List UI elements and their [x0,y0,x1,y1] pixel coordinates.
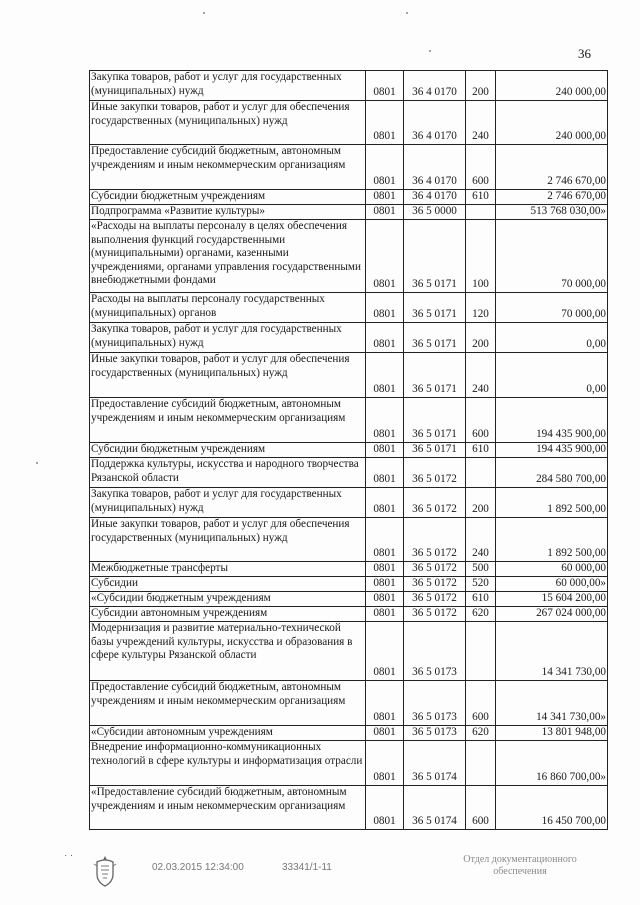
table-row [90,622,608,681]
row-amount: 14 341 730,00» [496,681,608,726]
row-target: 36 5 0172 [404,562,466,577]
table-row [90,205,608,220]
row-section: 0801 [366,562,404,577]
row-section: 0801 [366,786,404,830]
row-name: Закупка товаров, работ и услуг для государственных (муниципальных) нужд [90,323,366,353]
table-row [90,398,608,443]
footer-department-stamp [440,854,600,878]
row-type [466,622,496,681]
row-amount: 513 768 030,00» [496,205,608,220]
row-name: Внедрение информационно-коммуникационных технологий в сфере культуры и информатизация отрасли [90,741,366,786]
row-target: 36 5 0174 [404,786,466,830]
row-target: 36 5 0173 [404,622,466,681]
row-amount: 240 000,00 [496,71,608,101]
row-name: Межбюджетные трансферты [90,562,366,577]
row-name: Поддержка культуры, искусства и народного творчества Рязанской области [90,458,366,488]
table-row [90,145,608,190]
row-name: Расходы на выплаты персоналу государственных (муниципальных) органов [90,293,366,323]
row-section: 0801 [366,101,404,145]
footer-date: 02.03.2015 12:34:00 [152,862,244,873]
row-section: 0801 [366,607,404,622]
scan-mark: ˙ ˙ [64,854,74,865]
row-type: 120 [466,293,496,323]
row-target: 36 4 0170 [404,101,466,145]
row-amount: 240 000,00 [496,101,608,145]
table-row [90,607,608,622]
scan-speck [203,12,205,14]
row-type [466,741,496,786]
row-target: 36 5 0172 [404,458,466,488]
row-name: «Субсидии бюджетным учреждениям [90,592,366,607]
row-section: 0801 [366,622,404,681]
row-amount: 70 000,00 [496,220,608,293]
row-target: 36 5 0171 [404,323,466,353]
footer-document-code: 33341/1-11 [282,862,332,873]
row-section: 0801 [366,488,404,518]
row-target: 36 5 0172 [404,518,466,562]
row-section: 0801 [366,323,404,353]
row-target: 36 4 0170 [404,71,466,101]
row-section: 0801 [366,205,404,220]
table-row [90,518,608,562]
row-target: 36 5 0171 [404,443,466,458]
row-type [466,205,496,220]
table-row [90,220,608,293]
row-type: 610 [466,592,496,607]
row-name: Иные закупки товаров, работ и услуг для обеспечения государственных (муниципальных) нужд [90,353,366,398]
row-target: 36 5 0171 [404,398,466,443]
footer-dept-line2: обеспечения [493,866,547,877]
row-name: «Субсидии автономным учреждениям [90,726,366,741]
row-type: 620 [466,726,496,741]
table-row [90,726,608,741]
row-name: «Расходы на выплаты персоналу в целях обеспечения выполнения функций государственными (муниципальными) органами, казенными учреждениями, органами управления государственными внебюджетными фондами [90,220,366,293]
row-name: «Предоставление субсидий бюджетным, автономным учреждениям и иным некоммерческим организациям [90,786,366,830]
table-row [90,101,608,145]
row-target: 36 5 0171 [404,220,466,293]
row-amount: 70 000,00 [496,293,608,323]
row-type [466,458,496,488]
row-section: 0801 [366,458,404,488]
row-amount: 0,00 [496,353,608,398]
row-name: Субсидии бюджетным учреждениям [90,443,366,458]
row-amount: 60 000,00 [496,562,608,577]
row-name: Субсидии бюджетным учреждениям [90,190,366,205]
row-target: 36 4 0170 [404,145,466,190]
row-amount: 194 435 900,00 [496,398,608,443]
row-type: 520 [466,577,496,592]
table-row [90,681,608,726]
row-amount: 2 746 670,00 [496,145,608,190]
footer-dept-line1: Отдел документационного [463,854,577,865]
row-section: 0801 [366,220,404,293]
row-amount: 13 801 948,00 [496,726,608,741]
row-name: Предоставление субсидий бюджетным, автономным учреждениям и иным некоммерческим организациям [90,145,366,190]
row-target: 36 5 0174 [404,741,466,786]
row-section: 0801 [366,592,404,607]
row-name: Иные закупки товаров, работ и услуг для обеспечения государственных (муниципальных) нужд [90,518,366,562]
scan-speck [429,50,431,52]
row-type: 240 [466,353,496,398]
row-type: 600 [466,145,496,190]
row-target: 36 4 0170 [404,190,466,205]
row-type: 200 [466,488,496,518]
row-type: 600 [466,681,496,726]
row-type: 610 [466,190,496,205]
row-amount: 284 580 700,00 [496,458,608,488]
row-amount: 0,00 [496,323,608,353]
row-name: Субсидии автономным учреждениям [90,607,366,622]
row-type: 240 [466,518,496,562]
table-row [90,71,608,101]
row-name: Предоставление субсидий бюджетным, автономным учреждениям и иным некоммерческим организациям [90,398,366,443]
table-row [90,577,608,592]
scan-speck [406,12,408,14]
row-target: 36 5 0171 [404,293,466,323]
table-row [90,190,608,205]
row-section: 0801 [366,71,404,101]
row-name: Закупка товаров, работ и услуг для государственных (муниципальных) нужд [90,488,366,518]
row-amount: 16 860 700,00» [496,741,608,786]
row-target: 36 5 0172 [404,488,466,518]
table-row [90,353,608,398]
row-target: 36 5 0171 [404,353,466,398]
row-amount: 2 746 670,00 [496,190,608,205]
row-amount: 14 341 730,00 [496,622,608,681]
row-name: Иные закупки товаров, работ и услуг для обеспечения государственных (муниципальных) нужд [90,101,366,145]
row-section: 0801 [366,398,404,443]
row-section: 0801 [366,443,404,458]
row-name: Закупка товаров, работ и услуг для государственных (муниципальных) нужд [90,71,366,101]
row-section: 0801 [366,726,404,741]
row-type: 620 [466,607,496,622]
table-row [90,443,608,458]
table-row [90,488,608,518]
row-amount: 1 892 500,00 [496,518,608,562]
row-type: 610 [466,443,496,458]
table-row [90,293,608,323]
row-amount: 267 024 000,00 [496,607,608,622]
row-target: 36 5 0172 [404,607,466,622]
page-number: 36 [578,46,591,61]
row-section: 0801 [366,293,404,323]
row-target: 36 5 0000 [404,205,466,220]
row-target: 36 5 0172 [404,577,466,592]
row-section: 0801 [366,190,404,205]
row-section: 0801 [366,518,404,562]
table-row [90,786,608,830]
row-name: Подпрограмма «Развитие культуры» [90,205,366,220]
row-target: 36 5 0172 [404,592,466,607]
table-row [90,741,608,786]
document-footer [0,848,640,898]
table-row [90,562,608,577]
row-section: 0801 [366,681,404,726]
row-target: 36 5 0173 [404,681,466,726]
row-type: 200 [466,323,496,353]
row-amount: 194 435 900,00 [496,443,608,458]
row-amount: 15 604 200,00 [496,592,608,607]
row-section: 0801 [366,577,404,592]
row-type: 600 [466,398,496,443]
row-name: Предоставление субсидий бюджетным, автономным учреждениям и иным некоммерческим организациям [90,681,366,726]
row-target: 36 5 0173 [404,726,466,741]
row-section: 0801 [366,741,404,786]
table-row [90,323,608,353]
row-amount: 1 892 500,00 [496,488,608,518]
budget-table [89,70,608,830]
row-section: 0801 [366,145,404,190]
row-type: 100 [466,220,496,293]
row-type: 200 [466,71,496,101]
row-type: 500 [466,562,496,577]
table-row [90,458,608,488]
row-amount: 60 000,00» [496,577,608,592]
scan-speck [36,462,38,464]
coat-of-arms-icon [92,854,118,888]
row-name: Субсидии [90,577,366,592]
row-section: 0801 [366,353,404,398]
row-type: 600 [466,786,496,830]
row-amount: 16 450 700,00 [496,786,608,830]
table-row [90,592,608,607]
row-type: 240 [466,101,496,145]
row-name: Модернизация и развитие материально-технической базы учреждений культуры, искусства и образования в сфере культуры Рязанской области [90,622,366,681]
